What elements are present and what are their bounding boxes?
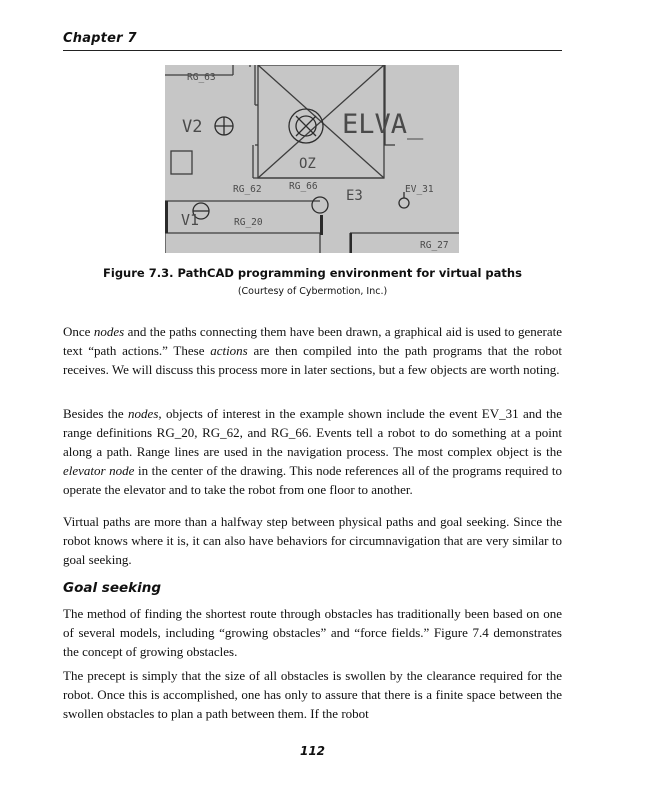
label-ev31: EV_31 bbox=[405, 184, 434, 195]
emphasis-nodes: nodes bbox=[93, 324, 125, 339]
figure-caption: Figure 7.3. PathCAD programming environment for virtual paths bbox=[103, 266, 522, 280]
divider-bar bbox=[350, 233, 352, 253]
emphasis-nodes: nodes, bbox=[128, 406, 162, 421]
label-rg27: RG_27 bbox=[420, 240, 449, 251]
label-oz: OZ bbox=[299, 156, 316, 172]
node-e3 bbox=[312, 197, 328, 213]
pathcad-drawing bbox=[165, 65, 459, 253]
emphasis-actions: actions bbox=[210, 343, 248, 358]
label-rg66: RG_66 bbox=[289, 181, 318, 192]
small-room bbox=[171, 151, 192, 174]
event-node-ev31 bbox=[399, 198, 409, 208]
figure-credit: (Courtesy of Cybermotion, Inc.) bbox=[237, 286, 388, 297]
header-rule bbox=[63, 50, 562, 51]
divider-bar bbox=[320, 215, 323, 235]
paragraph-2: Besides the nodes, objects of interest in the example shown include the event EV_31 and the range definitions RG_20, RG_62, and RG_66. Events tell a robot to do something at a point along a path. Range lines are used in the navigation process. The most complex object is the elevator node in the center of the drawing. This node references all of the programs required to operate the elevator and to take the robot from one floor to another. bbox=[63, 406, 562, 497]
chapter-header: Chapter 7 bbox=[63, 31, 137, 46]
label-elva: ELVA_ bbox=[342, 109, 424, 140]
paragraph-5: The precept is simply that the size of all obstacles is swollen by the clearance required for the robot. Once this is accomplished, one has only to assure that there is a finite space between the swollen obstacles to plan a path between them. If the robot bbox=[63, 668, 562, 721]
label-v1: V1 bbox=[181, 211, 200, 229]
paragraph-4: The method of finding the shortest route through obstacles has traditionally been based on one of several models, including “growing obstacles” and “force fields.” Figure 7.4 demonstrates the concept of growing obstacles. bbox=[63, 606, 562, 659]
emphasis-elevator-node: elevator node bbox=[63, 463, 135, 478]
page-number: 112 bbox=[299, 744, 326, 758]
paragraph-1: Once nodes and the paths connecting them have been drawn, a graphical aid is used to generate text “path actions.” These actions are then compiled into the path programs that the robot receives. We will discuss this process more in later sections, but a few objects are worth noting. bbox=[63, 324, 563, 377]
label-rg20: RG_20 bbox=[234, 217, 263, 228]
label-rg63: RG_63 bbox=[187, 72, 216, 83]
paragraph-3: Virtual paths are more than a halfway step between physical paths and goal seeking. Since the robot knows where it is, it can also have behaviors for circumnavigation that are very similar to goal seeking. bbox=[63, 514, 562, 567]
label-e3: E3 bbox=[346, 188, 363, 204]
divider-bar bbox=[165, 201, 168, 233]
label-rg62: RG_62 bbox=[233, 184, 262, 195]
section-heading: Goal seeking bbox=[63, 580, 162, 596]
pathcad-figure bbox=[165, 65, 459, 253]
label-v2: V2 bbox=[182, 117, 203, 137]
